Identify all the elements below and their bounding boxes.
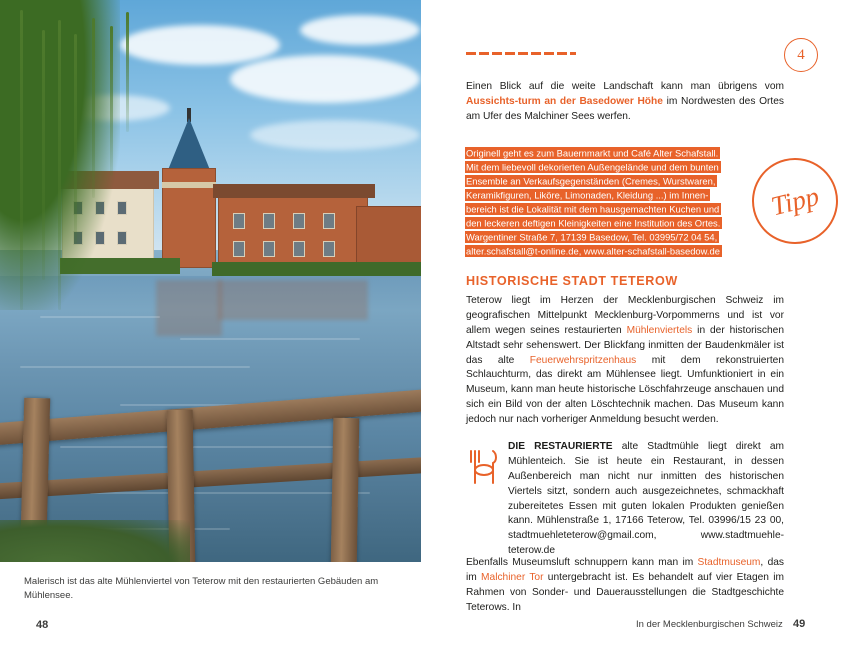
tipp-line: Originell geht es zum Bauernmarkt und Café Alter Schafstall.	[466, 147, 719, 158]
para1-after: im Nordwesten des Ortes am Ufer des Malchiner Sees werfen.	[466, 95, 784, 122]
window	[323, 213, 335, 229]
window	[293, 241, 305, 257]
link-malchiner-tor: Malchiner Tor	[481, 571, 544, 583]
para2-seg2: in der historischen Altstadt sehr sehenswert. Der Blickfang inmitten der Baudenkmäler ist das alte	[466, 324, 784, 366]
tipp-line: alter.schafstall@t-online.de, www.alter-schafstall-basedow.de	[466, 245, 720, 257]
header-rule	[466, 52, 576, 55]
paragraph-aussichtsturm	[466, 80, 784, 125]
tipp-line: Wargentiner Straße 7, 17139 Basedow, Tel. 03995/72 04 54,	[466, 231, 718, 243]
tipp-line: Keramikfiguren, Liköre, Limonaden, Kleidung ...) im Innen-	[466, 189, 709, 201]
window	[263, 241, 275, 257]
tipp-line: Ensemble an Verkaufsgegenständen (Cremes, Wurstwaren,	[466, 175, 716, 187]
photo-caption: Malerisch ist das alte Mühlenviertel von Teterow mit den restaurierten Gebäuden am Mühlensee.	[24, 576, 379, 601]
paragraph-stadtmuseum	[466, 556, 784, 616]
ripple	[90, 492, 370, 494]
link-feuerwehrspritzenhaus: Feuerwehrspritzenhaus	[529, 354, 637, 366]
cloud	[250, 120, 420, 150]
running-footer: In der Mecklenburgischen Schweiz	[636, 619, 783, 630]
willow-strand	[110, 26, 113, 176]
window	[233, 213, 245, 229]
para2-seg1: Teterow liegt im Herzen der Mecklenburgischen Schweiz im geografischen Mittelpunkt Mecklenburg-Vorpommerns und ist vor allem wegen seines restaurierten	[466, 295, 784, 336]
para4-seg2: , das im	[466, 557, 784, 583]
para1-before: Einen Blick auf die weite Landschaft kann man übrigens vom	[466, 81, 784, 92]
tipp-line: den leckeren deftigen Kleinigkeiten eine Institution des Ortes.	[466, 217, 721, 229]
tipp-stamp: Tipp	[743, 149, 841, 253]
building-main	[218, 196, 368, 268]
ripple	[40, 316, 160, 318]
link-stadtmuseum: Stadtmuseum	[697, 557, 761, 568]
paragraph-stadtmuehle	[508, 440, 784, 559]
para3-body: alte Stadtmühle liegt direkt am Mühlenteich. Sie ist heute ein Restaurant, in dessen Außenbereich man nicht nur inmitten des historischen Viertels sitzt, sondern auch ausgezeichnetes, schmackhaft zubereitetes Essen mit guten lokalen Produkten genießen kann. Mühlenstraße 1, 17166 Teterow, Tel. 03996/15 23 00, stadtmuehleteterow@gmail.com, www.stadtmuehle-teterow.de	[508, 441, 784, 557]
para2-seg3: mit dem rekonstruierten Schlauchturm, das direkt am Mühlensee liegt. Umfunktioniert in ein Museum, kann man heute historische Löschfahrzeuge anschauen und sich ein Bild von der alten Löschtechnik machen. Das Museum kann jedoch nur nach vorheriger Anmeldung besucht werden.	[466, 354, 784, 426]
window	[263, 213, 275, 229]
window	[323, 241, 335, 257]
para4-seg1: Ebenfalls Museumsluft schnuppern kann man im	[466, 557, 698, 568]
cloud	[300, 15, 420, 45]
paragraph-teterow	[466, 294, 784, 428]
chapter-number-badge: 4	[784, 38, 818, 72]
ripple	[20, 366, 250, 368]
willow-strand	[74, 34, 77, 244]
willow-strand	[126, 12, 129, 132]
window	[233, 241, 245, 257]
willow-strand	[92, 18, 95, 198]
willow-strand	[42, 30, 45, 280]
cloud	[230, 55, 420, 103]
willow-strand	[58, 20, 61, 310]
tipp-line: bereich ist die Lokalität mit dem hausgemachten Kuchen und	[466, 203, 720, 215]
page-number-right: 49	[793, 618, 806, 630]
willow-strand	[20, 10, 23, 310]
window	[293, 213, 305, 229]
para4-seg3: untergebracht ist. Es behandelt auf vier Etagen im Rahmen von Sonder- und Dauerausstellungen die Stadtgeschichte Teterows. In	[466, 571, 784, 613]
roof	[213, 184, 375, 198]
ripple	[180, 338, 360, 340]
building-right	[356, 206, 421, 266]
cloud	[120, 25, 280, 65]
section-heading-teterow: HISTORISCHE STADT TETEROW	[466, 274, 678, 288]
reflection	[156, 280, 222, 336]
tipp-box	[466, 144, 758, 261]
railing-post	[331, 418, 360, 562]
tower-band	[162, 182, 216, 188]
photo-muehlenviertel	[0, 0, 421, 562]
page-number-left: 48	[36, 619, 49, 631]
ripple	[60, 446, 360, 448]
reflection	[218, 280, 368, 320]
tower-spire	[168, 118, 210, 170]
cutlery-icon	[466, 448, 500, 486]
tipp-line: Mit dem liebevoll dekorierten Außengelände und dem bunten	[466, 161, 719, 173]
link-aussichtsturm: Aussichts-turm an der Basedower Höhe	[466, 95, 663, 107]
para3-lead: DIE RESTAURIERTE	[508, 441, 613, 452]
hedge	[212, 262, 421, 276]
foreground-grass	[0, 520, 190, 562]
link-muehlenviertel: Mühlenviertels	[626, 324, 693, 336]
